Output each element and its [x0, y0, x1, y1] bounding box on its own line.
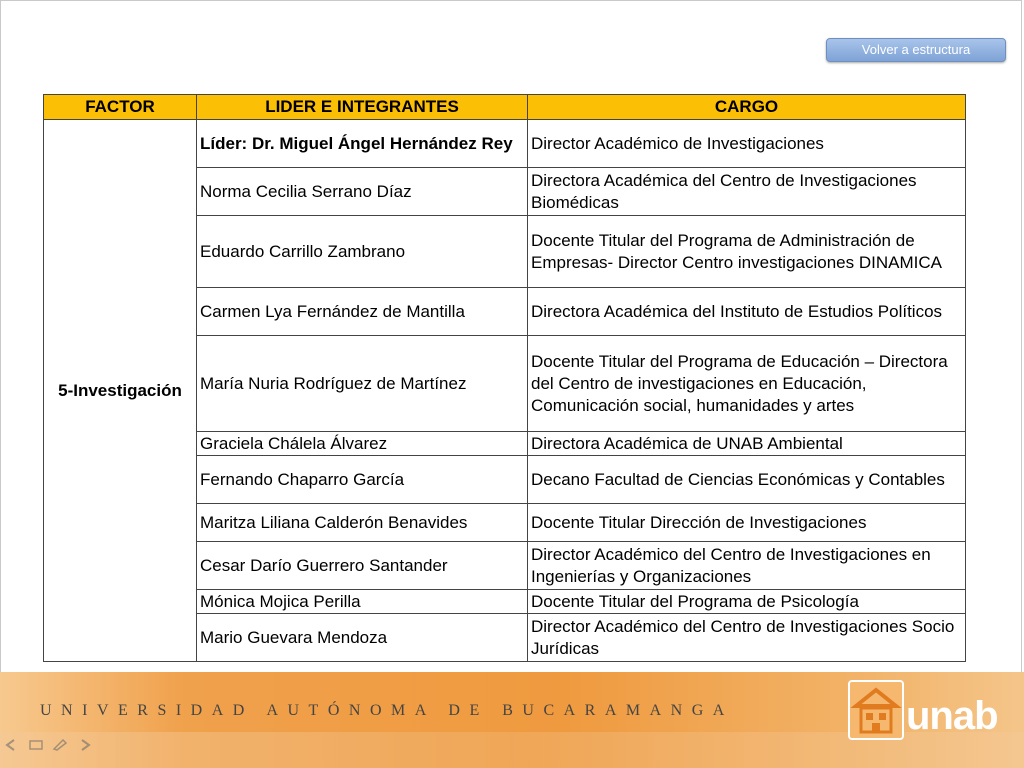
role-cell: Docente Titular del Programa de Psicología [528, 590, 966, 614]
header-factor: FACTOR [44, 95, 197, 120]
role-cell: Decano Facultad de Ciencias Económicas y Contables [528, 456, 966, 504]
pen-tool-icon[interactable] [52, 738, 68, 750]
member-cell: Fernando Chaparro García [197, 456, 528, 504]
role-cell: Director Académico del Centro de Investigaciones Socio Jurídicas [528, 614, 966, 662]
member-cell: Norma Cecilia Serrano Díaz [197, 168, 528, 216]
table-header-row [44, 95, 966, 120]
member-cell: Graciela Chálela Álvarez [197, 432, 528, 456]
member-cell: Maritza Liliana Calderón Benavides [197, 504, 528, 542]
role-cell: Director Académico de Investigaciones [528, 120, 966, 168]
role-cell: Docente Titular del Programa de Educación – Directora del Centro de investigaciones en Educación, Comunicación social, humanidades y artes [528, 336, 966, 432]
header-role: CARGO [528, 95, 966, 120]
member-cell: Cesar Darío Guerrero Santander [197, 542, 528, 590]
role-cell: Docente Titular Dirección de Investigaciones [528, 504, 966, 542]
slide-menu-icon[interactable] [28, 738, 44, 750]
header-members: LIDER E INTEGRANTES [197, 95, 528, 120]
table-row [44, 120, 966, 168]
role-cell: Directora Académica del Instituto de Estudios Políticos [528, 288, 966, 336]
member-cell: María Nuria Rodríguez de Martínez [197, 336, 528, 432]
factor-cell: 5-Investigación [44, 120, 197, 662]
unab-logo-text: unab [906, 694, 998, 738]
member-cell: Mónica Mojica Perilla [197, 590, 528, 614]
footer-banner [0, 672, 1024, 768]
role-cell: Directora Académica del Centro de Investigaciones Biomédicas [528, 168, 966, 216]
member-cell: Líder: Dr. Miguel Ángel Hernández Rey [197, 120, 528, 168]
previous-slide-icon[interactable] [4, 738, 20, 750]
back-to-structure-button[interactable]: Volver a estructura [826, 38, 1006, 62]
university-name: UNIVERSIDAD AUTÓNOMA DE BUCARAMANGA [40, 702, 734, 719]
role-cell: Docente Titular del Programa de Administración de Empresas- Director Centro investigaciones DINAMICA [528, 216, 966, 288]
role-cell: Directora Académica de UNAB Ambiental [528, 432, 966, 456]
member-cell: Mario Guevara Mendoza [197, 614, 528, 662]
research-committee-table [43, 94, 966, 662]
member-cell: Eduardo Carrillo Zambrano [197, 216, 528, 288]
slide-nav-controls [4, 738, 92, 758]
unab-building-logo-icon [848, 680, 904, 740]
next-slide-icon[interactable] [76, 738, 92, 750]
role-cell: Director Académico del Centro de Investigaciones en Ingenierías y Organizaciones [528, 542, 966, 590]
member-cell: Carmen Lya Fernández de Mantilla [197, 288, 528, 336]
